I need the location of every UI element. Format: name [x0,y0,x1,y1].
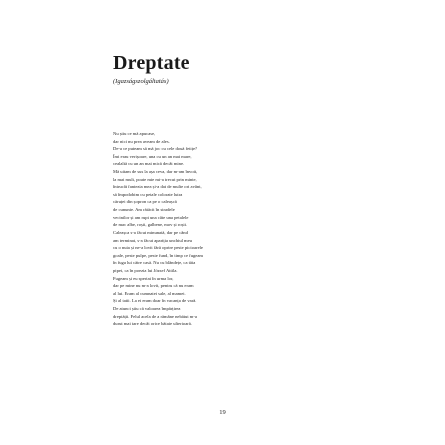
poem-line: Caleașca s-a făcut minunată, dar pe când [113,229,188,235]
poem-line: am terminat, s-a făcut apariția unchiul meu [113,237,192,243]
poem-line: să împodobim cu petale colorate lutra [113,191,183,197]
poem-line: întrucât fantezia mea și-a dat de multe ori avânt, [113,184,202,190]
poem-line: De-a ce puteam să mă joc cu cele două fetițe? [113,146,198,152]
poem-line: de mac albe, roșii, galbene, mov și roșii. [113,222,188,228]
poem-line: al lui. Eram al cumnatei sale, al mamei. [113,290,186,296]
poem-line: cu o nuia și ne-a lovit fără oprire peste picioarele [113,245,203,251]
poem-line: durut mai tare decât orice bătaie ulterioară. [113,321,192,327]
poem-title: Dreptate [113,52,190,74]
poem-line: De atunci știu că valoarea împărțirea [113,306,181,312]
poem-line: în fuga lui către casă. Nu cu blândețe, ca tăia [113,260,196,266]
poem-line: Fugeam și eu speriat în urma lor, [113,275,174,281]
poem-subtitle: (Igazságszolgáltatás) [113,78,169,85]
poem-line: Nu știu ce mă apucase, [113,131,156,136]
page-number: 19 [219,409,226,416]
poem-line: la mai mult, poate mie mi-a trecut prin minte, [113,176,197,182]
poem-line: cealaltă cu un an mai mică decât mine. [113,161,185,167]
poem-line: Îmi erau verișoare, una cu un an mai mare, [113,153,192,159]
poem-body [113,130,313,328]
poem-line: goale, peste pulpe, peste fund, în timp ce fugeam [113,252,203,258]
poem-line: Mă uitam de sus la așa ceva, dar m-am învoit, [113,169,198,175]
poem-line: de cununie. Am rătăcit în stradele [113,207,175,213]
poem-line: Și al tatii. La ei eram doar în vacanța de vară. [113,298,197,304]
poem-line: dar pe mine nu m-a lovit, pentru că nu eram [113,283,194,289]
poem-line: pipei, ca în poezia lui József Attila. [113,267,178,273]
poem-line: dreptății. Felul acela de a rămâne nebătut m-a [113,313,197,319]
poem-line: vecinilor și am rupt una câte una petalele [113,214,189,220]
poem-line: dar nici nu prea aveam de ales. [113,138,170,144]
poem-line: căruței din șopron ca pe o caleașcă [113,199,177,205]
